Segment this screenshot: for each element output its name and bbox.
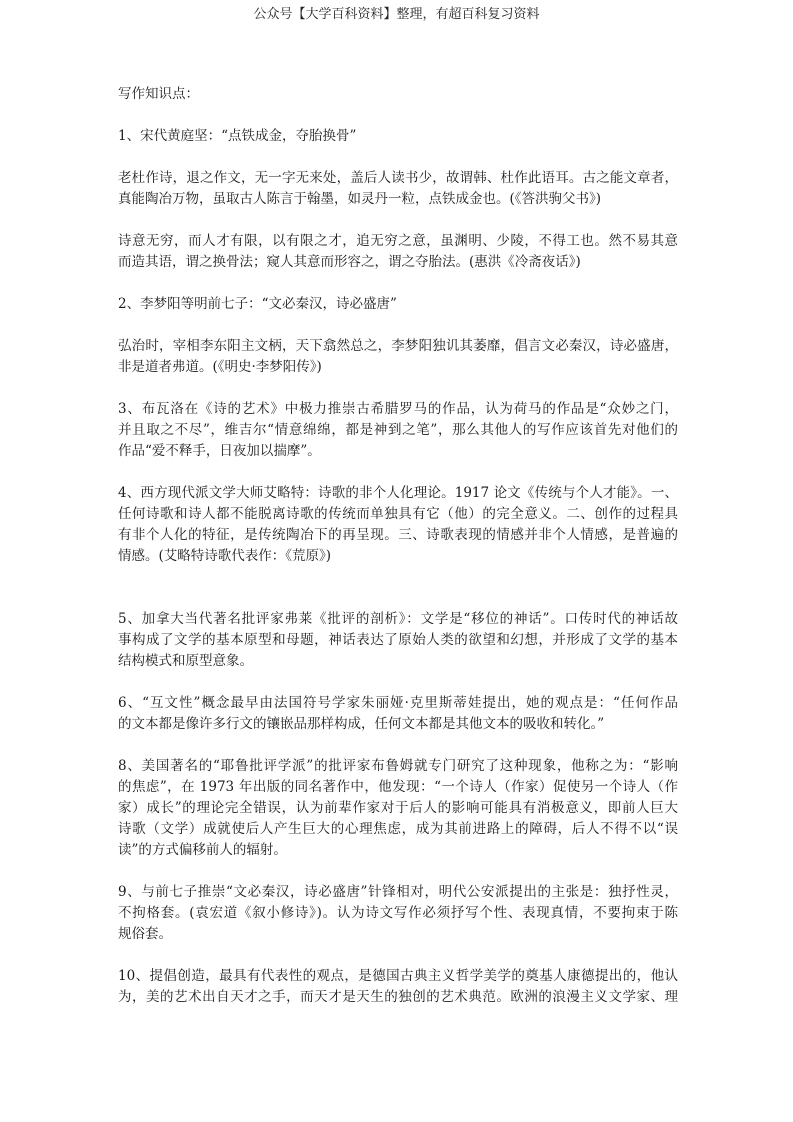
paragraph-line: 家）成长”的理论完全错误，认为前辈作家对于后人的影响可能具有消极意义，即前人巨大 [118, 800, 678, 816]
paragraph-line: 不拘格套。(袁宏道《叙小修诗》)。认为诗文写作必须抒写个性、表现真情，不要拘束于陈 [118, 905, 678, 921]
paragraph-line: 真能陶冶万物，虽取古人陈言于翰墨，如灵丹一粒，点铁成金也。(《答洪驹父书》) [118, 191, 602, 207]
paragraph-line: 作品“爱不释手，日夜加以揣摩”。 [118, 443, 321, 459]
paragraph-line: 事构成了文学的基本原型和母题，神话表达了原始人类的欲望和幻想，并形成了文学的基本 [118, 632, 678, 648]
paragraph-line: 任何诗歌和诗人都不能脱离诗歌的传统而单独具有它（他）的完全意义。二、创作的过程具 [118, 506, 678, 522]
paragraph-line: 老杜作诗，退之作文，无一字无来处，盖后人读书少，故谓韩、杜作此语耳。古之能文章者， [118, 170, 678, 186]
paragraph [118, 756, 678, 861]
page-header: 公众号【大学百科资料】整理，有超百科复习资料 [253, 7, 540, 22]
paragraph [118, 399, 678, 462]
paragraph-line: 而造其语，谓之换骨法；窥人其意而形容之，谓之夺胎法。(惠洪《冷斋夜话》) [118, 254, 581, 270]
paragraph-line: 并且取之不尽”，维吉尔“情意绵绵，都是神到之笔”，那么其他人的写作应该首先对他们的 [118, 422, 678, 438]
sections-container [118, 126, 678, 1008]
paragraph [118, 294, 678, 315]
paragraph-line: 非是道者弗道。(《明史·李梦阳传》) [118, 359, 322, 375]
document-body [118, 84, 678, 1029]
document-title [118, 84, 678, 105]
paragraph-line: 的文本都是像许多行文的镶嵌品那样构成，任何文本都是其他文本的吸收和转化。” [118, 716, 605, 732]
paragraph [118, 966, 678, 1008]
paragraph-line: 5、加拿大当代著名批评家弗莱《批评的剖析》：文学是“移位的神话”。口传时代的神话故 [118, 611, 678, 627]
paragraph-line: 的焦虑”，在 1973 年出版的同名著作中，他发现：“一个诗人（作家）促使另一个诗人（作 [118, 779, 678, 795]
paragraph-line: 9、与前七子推崇“文必秦汉，诗必盛唐”针锋相对，明代公安派提出的主张是：独抒性灵， [118, 884, 678, 900]
paragraph-line: 为，美的艺术出自天才之手，而天才是天生的独创的艺术典范。欧洲的浪漫主义文学家、理 [118, 989, 678, 1005]
paragraph-line: 1、宋代黄庭坚：“点铁成金，夺胎换骨” [118, 128, 357, 144]
paragraph [118, 693, 678, 735]
paragraph [118, 882, 678, 945]
paragraph-line: 诗歌（文学）成就使后人产生巨大的心理焦虑，成为其前进路上的障碍，后人不得不以“误 [118, 821, 678, 837]
spacer [118, 588, 678, 609]
paragraph-line: 规俗套。 [118, 926, 172, 942]
paragraph-line: 结构模式和原型意象。 [118, 653, 253, 669]
paragraph [118, 336, 678, 378]
paragraph [118, 231, 678, 273]
paragraph-line: 2、李梦阳等明前七子：“文必秦汉，诗必盛唐” [118, 296, 397, 312]
paragraph-line: 读”的方式偏移前人的辐射。 [118, 842, 287, 858]
paragraph [118, 609, 678, 672]
paragraph-line: 4、西方现代派文学大师艾略特：诗歌的非个人化理论。1917 论文《传统与个人才能》。一、 [118, 485, 678, 501]
paragraph-line: 3、布瓦洛在《诗的艺术》中极力推崇古希腊罗马的作品，认为荷马的作品是“众妙之门， [118, 401, 678, 417]
paragraph-line: 8、美国著名的“耶鲁批评学派”的批评家布鲁姆就专门研究了这种现象，他称之为：“影响 [118, 758, 678, 774]
paragraph-line: 6、“互文性”概念最早由法国符号学家朱丽娅·克里斯蒂娃提出，她的观点是：“任何作品 [118, 695, 678, 711]
paragraph [118, 168, 678, 210]
paragraph-line: 弘治时，宰相李东阳主文柄，天下翕然总之，李梦阳独讥其萎靡，倡言文必秦汉，诗必盛唐， [118, 338, 678, 354]
paragraph-line: 有非个人化的特征，是传统陶冶下的再呈现。三、诗歌表现的情感并非个人情感，是普遍的 [118, 527, 678, 543]
paragraph-line: 情感。(艾略特诗歌代表作：《荒原》) [118, 548, 332, 564]
paragraph [118, 483, 678, 567]
paragraph-line: 10、提倡创造，最具有代表性的观点，是德国古典主义哲学美学的奠基人康德提出的，他认 [118, 968, 678, 984]
paragraph-line: 诗意无穷，而人才有限，以有限之才，追无穷之意，虽渊明、少陵，不得工也。然不易其意 [118, 233, 678, 249]
paragraph [118, 126, 678, 147]
title-line: 写作知识点： [118, 86, 199, 102]
